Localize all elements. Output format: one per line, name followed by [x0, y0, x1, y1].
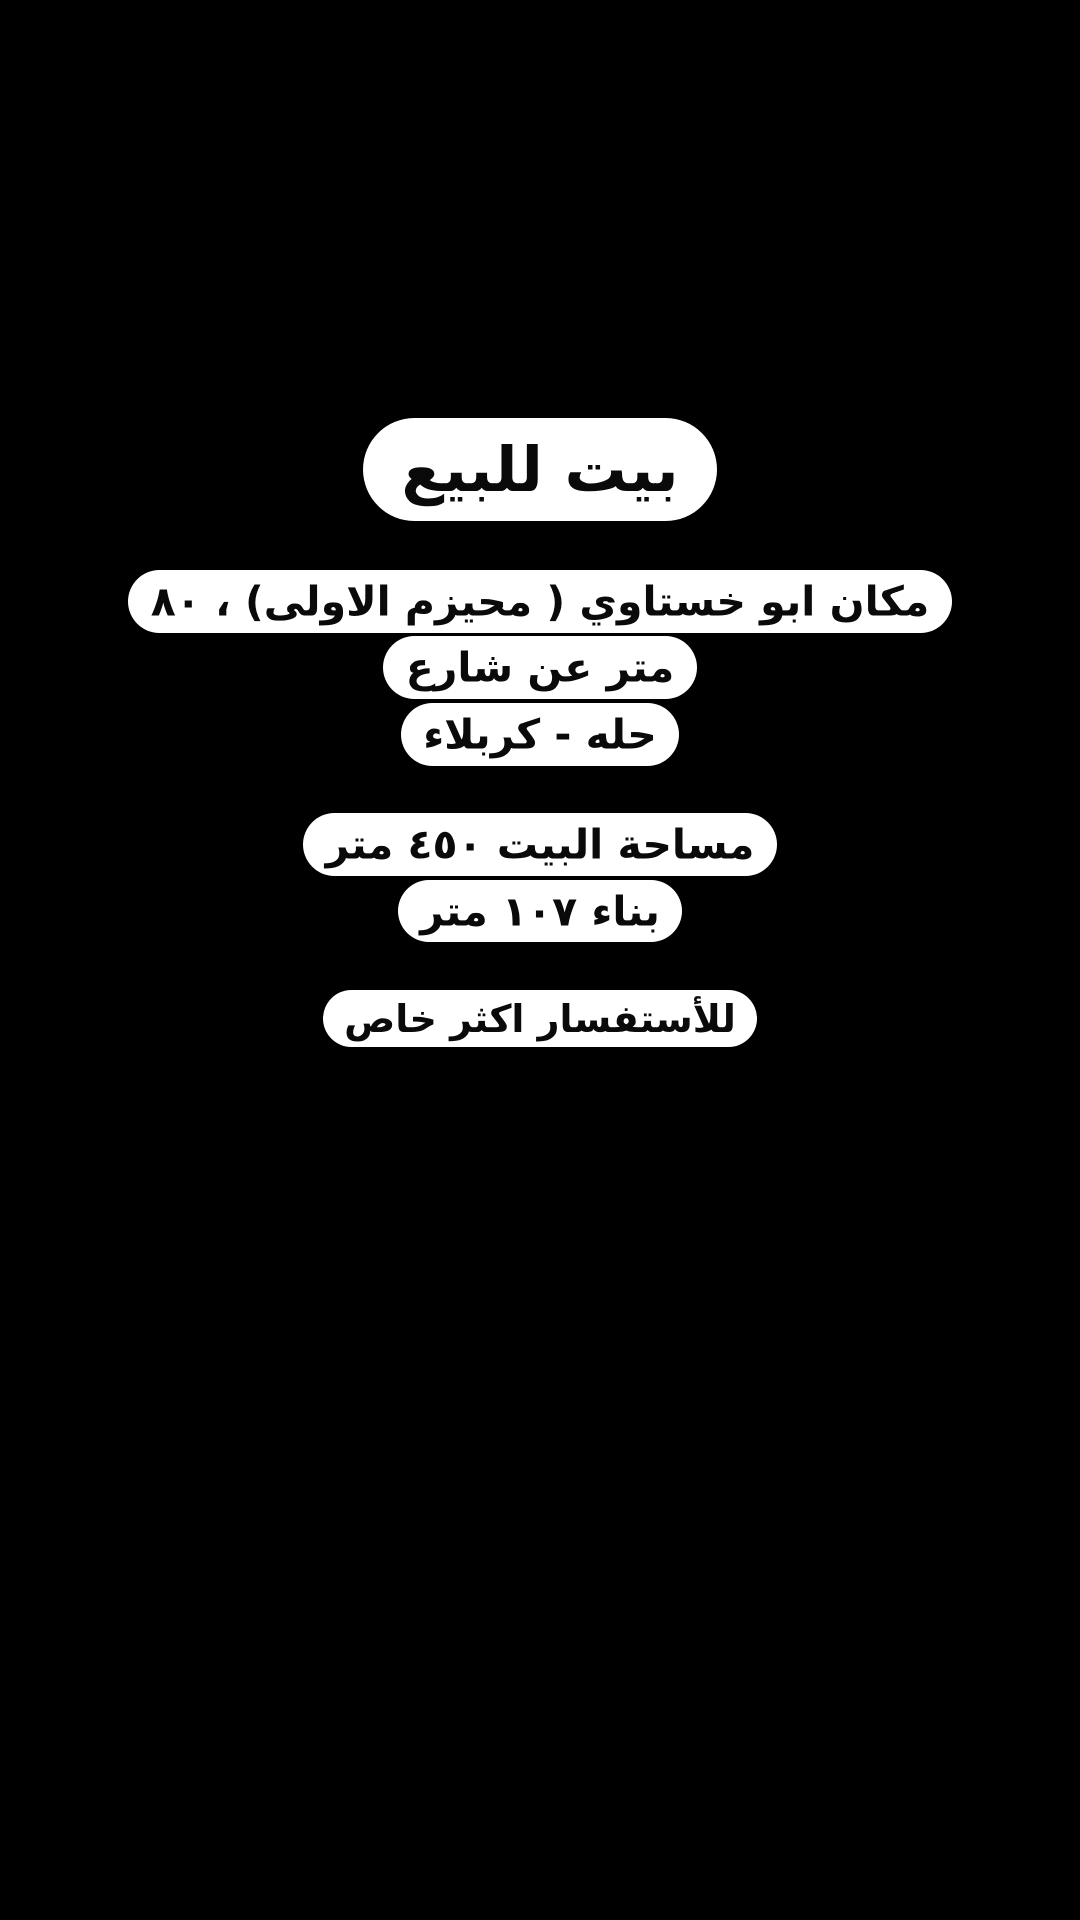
post-area: [303, 812, 777, 945]
post-area-line-1: مساحة البيت ٤٥٠ متر: [303, 813, 777, 876]
post-location: [110, 568, 970, 767]
post-location-line-1: مكان ابو خستاوي ( محيزم الاولى) ، ٨٠ متر عن شارع: [128, 570, 952, 699]
post-contact-text: للأستفسار اكثر خاص: [323, 990, 756, 1048]
post-area-line-2: بناء ١٠٧ متر: [398, 880, 683, 943]
story-text-stack: [0, 420, 1080, 1050]
post-title-text: بيت للبيع: [363, 418, 717, 521]
post-location-line-2: حله - كربلاء: [401, 703, 680, 766]
post-title: [363, 420, 717, 520]
post-contact: [323, 988, 756, 1050]
